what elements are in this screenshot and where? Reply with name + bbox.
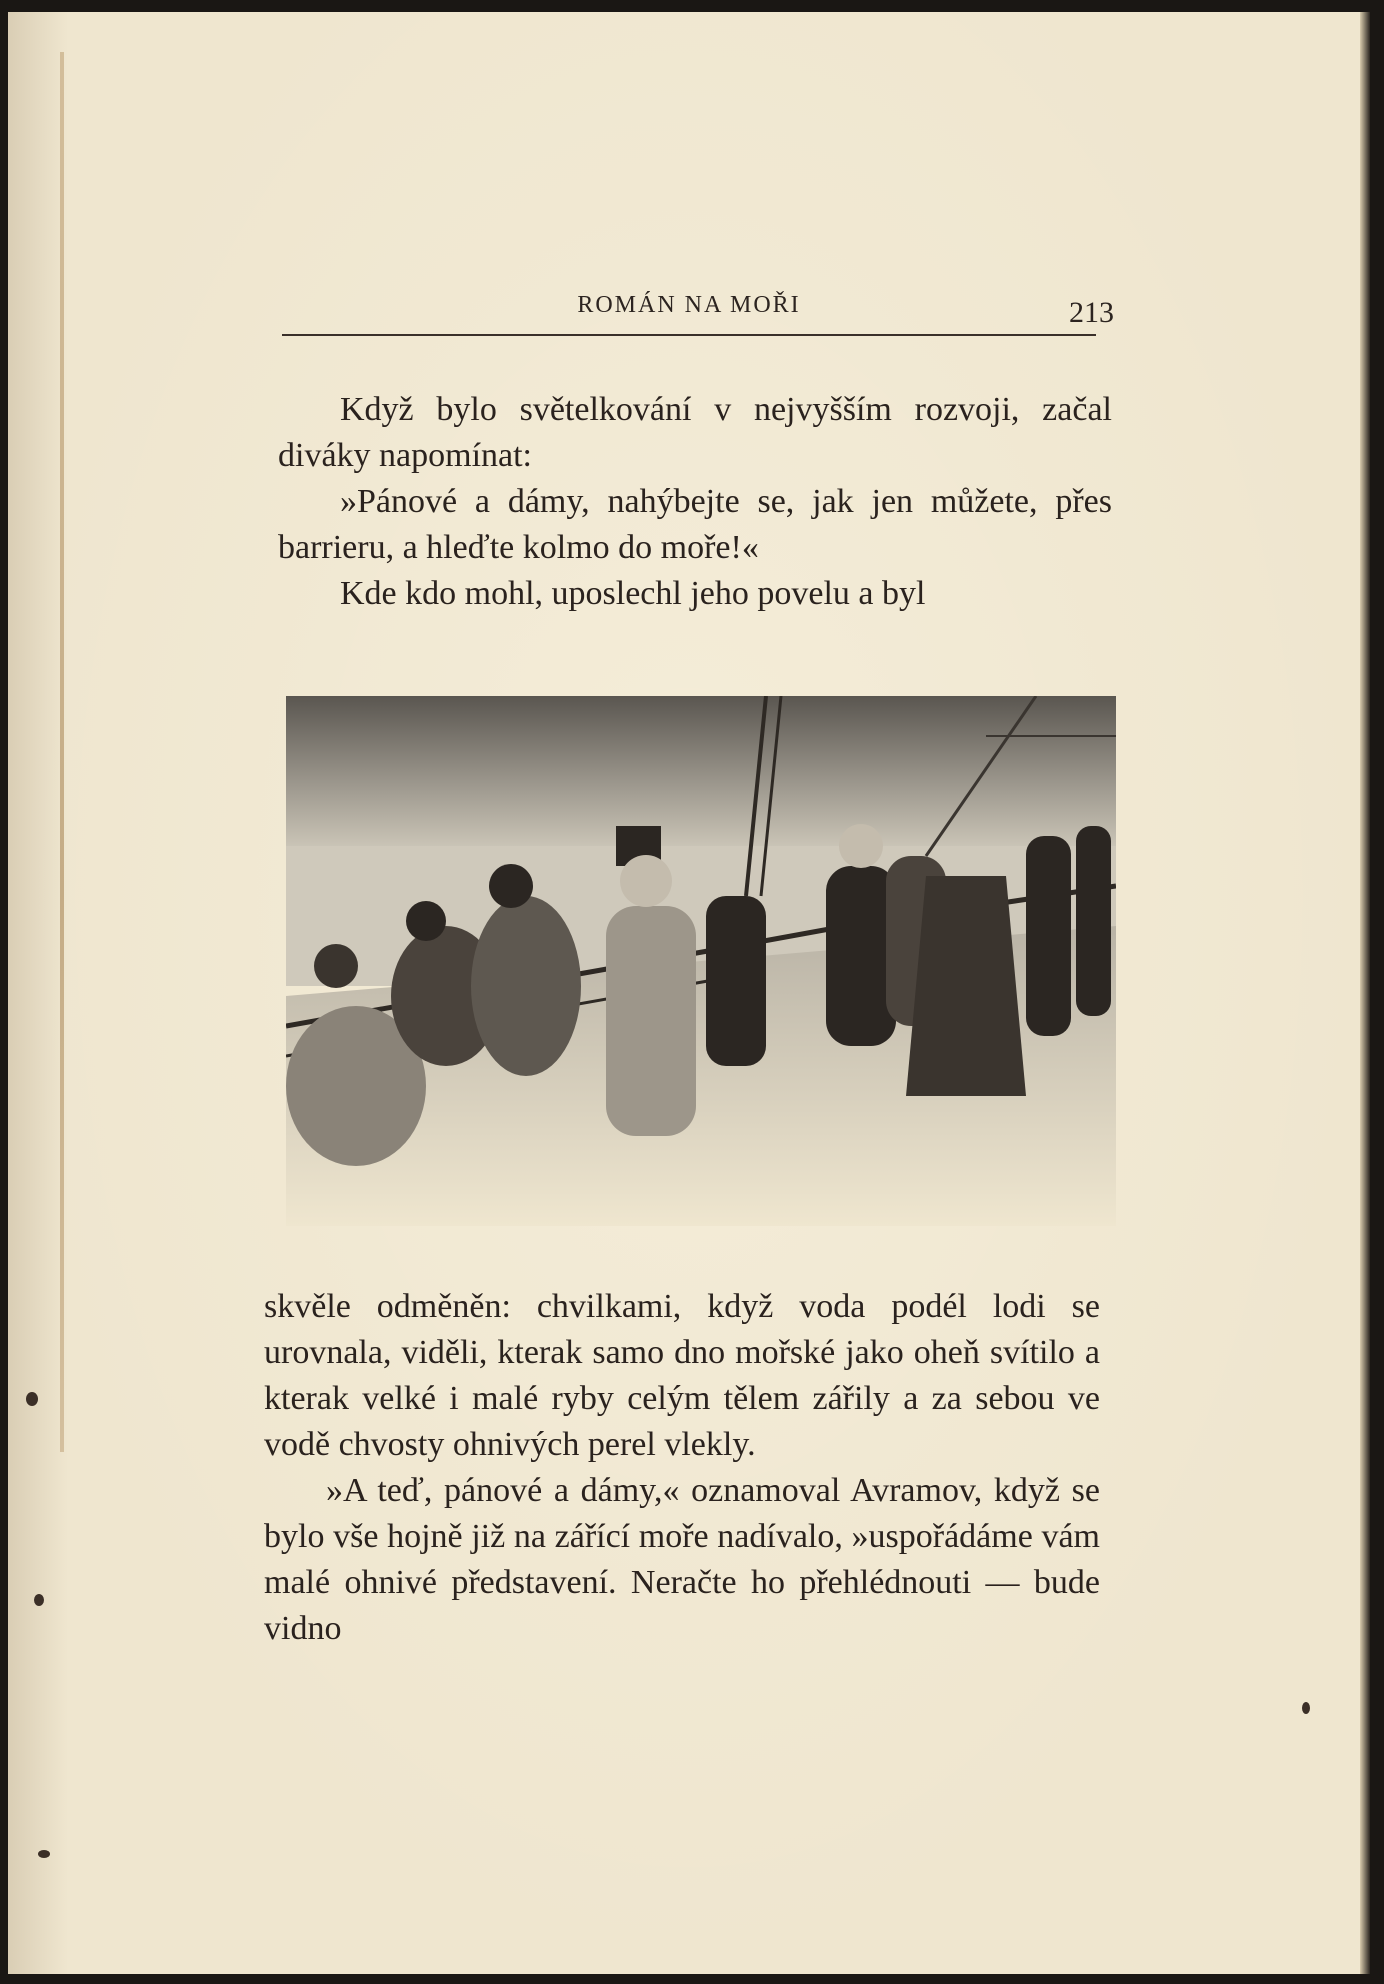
page-header (282, 292, 1114, 340)
sky (286, 696, 1116, 866)
page-binding-edge (60, 52, 64, 1452)
ink-speck (38, 1850, 50, 1858)
paragraph: Když bylo světelkování v nejvyšším rozvoji, začal diváky napomínat: (278, 391, 1112, 474)
ship-deck-illustration (286, 696, 1116, 1226)
running-title: ROMÁN NA MOŘI (577, 292, 801, 318)
ink-speck (1302, 1702, 1310, 1714)
page-right-edge (1360, 12, 1370, 1974)
book-page (8, 12, 1370, 1974)
paragraph: »A teď, pánové a dámy,« oznamoval Avramov, když se bylo vše hojně již na zářící moře nadívalo, »uspořádáme vám malé ohnivé představení. Neračte ho přehlédnouti — bude vidno (264, 1472, 1100, 1647)
text-block-top (278, 387, 1112, 617)
page-number: 213 (1069, 296, 1114, 329)
text-block-bottom (264, 1284, 1100, 1652)
ink-speck (26, 1392, 38, 1406)
paragraph: skvěle odměněn: chvilkami, když voda podél lodi se urovnala, viděli, kterak samo dno mořské jako oheň svítilo a kterak velké i malé ryby celým tělem zářily a za sebou ve vodě chvosty ohnivých perel vlekly. (264, 1288, 1100, 1463)
paragraph: Kde kdo mohl, uposlechl jeho povelu a byl (340, 575, 926, 612)
paragraph: »Pánové a dámy, nahýbejte se, jak jen můžete, přes barrieru, a hleďte kolmo do moře!« (278, 483, 1112, 566)
ink-speck (34, 1594, 44, 1606)
header-rule (282, 334, 1096, 336)
